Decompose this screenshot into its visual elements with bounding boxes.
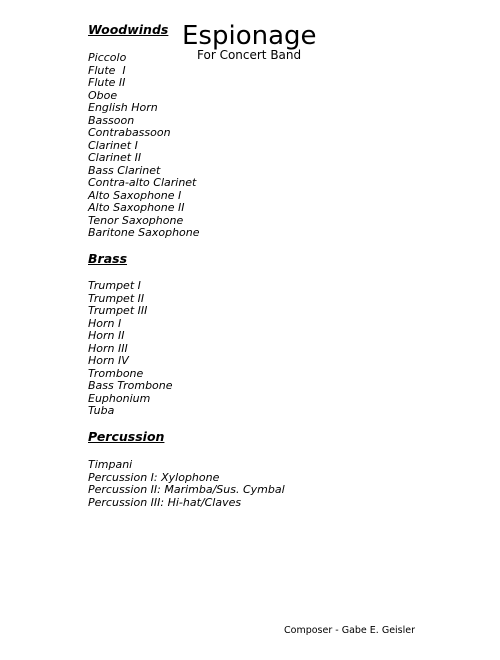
list-item: Clarinet II	[88, 151, 142, 164]
list-item: Tuba	[88, 404, 115, 417]
list-item: Euphonium	[88, 391, 151, 405]
list-item: Bass Trombone	[88, 379, 173, 392]
list-item: Horn I	[88, 316, 122, 330]
list-item: Baritone Saxophone	[88, 226, 200, 239]
list-item: Clarinet I	[88, 138, 138, 152]
page-subtitle: For Concert Band	[197, 48, 302, 62]
list-item: Percussion III: Hi-hat/Claves	[88, 495, 242, 509]
list-item: Horn II	[88, 329, 125, 342]
list-item: Contrabassoon	[88, 126, 171, 139]
instrument-list-brass	[88, 280, 173, 418]
list-item: Flute I	[88, 63, 126, 77]
section-heading-percussion: Percussion	[88, 429, 165, 444]
instrument-list-percussion	[88, 459, 285, 509]
list-item: Oboe	[88, 88, 118, 102]
list-item: Piccolo	[88, 51, 127, 64]
list-item: Trumpet I	[88, 279, 141, 292]
list-item: Bass Clarinet	[88, 163, 161, 177]
instrument-list-woodwinds	[88, 52, 200, 240]
list-item: Trombone	[88, 366, 144, 380]
list-item: Percussion I: Xylophone	[88, 470, 220, 484]
list-item: Alto Saxophone I	[88, 188, 182, 202]
list-item: Contra-alto Clarinet	[88, 176, 197, 189]
section-heading-brass: Brass	[88, 251, 128, 266]
list-item: Bassoon	[88, 113, 135, 127]
composer-credit: Composer - Gabe E. Geisler	[284, 625, 416, 636]
list-item: Alto Saxophone II	[88, 201, 185, 214]
list-item: English Horn	[88, 101, 158, 114]
page-title: Espionage	[182, 21, 317, 51]
list-item: Trumpet II	[88, 291, 145, 305]
list-item: Horn III	[88, 341, 128, 355]
list-item: Percussion II: Marimba/Sus. Cymbal	[88, 483, 285, 496]
list-item: Horn IV	[88, 354, 129, 367]
list-item: Tenor Saxophone	[88, 213, 184, 227]
list-item: Flute II	[88, 76, 126, 89]
section-heading-woodwinds: Woodwinds	[88, 22, 169, 37]
list-item: Trumpet III	[88, 304, 148, 317]
list-item: Timpani	[88, 458, 133, 471]
